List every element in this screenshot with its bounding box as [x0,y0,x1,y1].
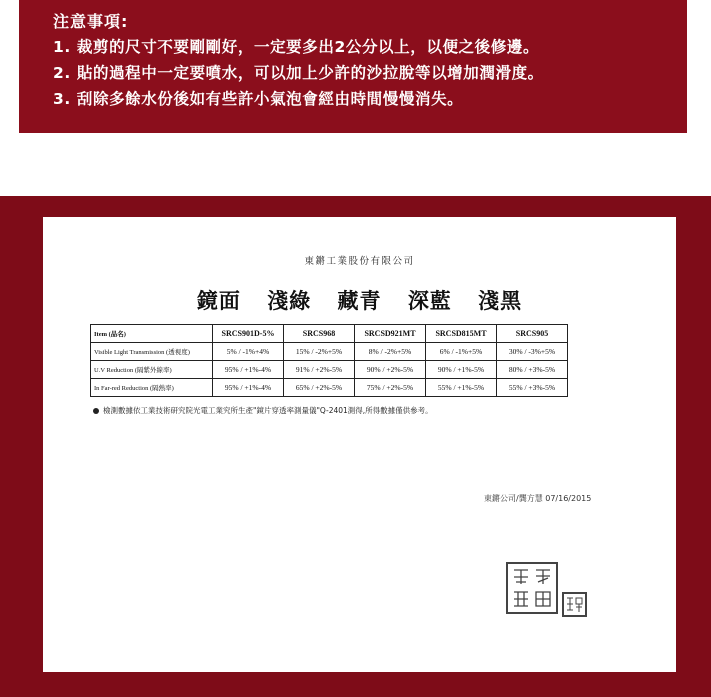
film-type: 深藍 [407,289,452,313]
table-cell: 90% / +1%-5% [426,361,497,379]
company-seal-icon [506,562,558,614]
table-cell: 30% / -3%+5% [497,343,568,361]
film-type: 淺綠 [267,289,312,313]
notice-item-1: 1. 裁剪的尺寸不要剛剛好，一定要多出2公分以上，以便之後修邊。 [53,38,540,56]
footnote [93,405,433,416]
film-type: 藏青 [337,289,382,313]
table-cell: 5% / -1%+4% [213,343,284,361]
film-types [43,285,676,315]
table-row [91,379,568,397]
table-cell: 8% / -2%+5% [355,343,426,361]
table-row [91,361,568,379]
row-label: In Far-red Reduction (隔熱率) [91,379,213,397]
footnote-text: 檢測數據依工業技術研究院光電工業究所生產"鏡片穿透率測量儀"Q-2401測得,所得數據僅供參考。 [103,406,433,415]
notice-item-2: 2. 貼的過程中一定要噴水，可以加上少許的沙拉脫等以增加潤滑度。 [53,64,544,82]
table-header-item: Item (品名) [91,325,213,343]
table-cell: 91% / +2%-5% [284,361,355,379]
table-header-row [91,325,568,343]
table-header-cell: SRCS968 [284,325,355,343]
table-header-cell: SRCS905 [497,325,568,343]
table-header-cell: SRCSD921MT [355,325,426,343]
table-cell: 95% / +1%-4% [213,379,284,397]
notice-banner [19,0,687,133]
bullet-icon [93,408,99,414]
spec-document [43,217,676,672]
table-cell: 6% / -1%+5% [426,343,497,361]
company-name: 東鏘工業股份有限公司 [304,256,415,267]
document-panel [0,196,711,697]
table-cell: 55% / +1%-5% [426,379,497,397]
row-label: Visible Light Transmission (透視度) [91,343,213,361]
table-cell: 55% / +3%-5% [497,379,568,397]
table-cell: 95% / +1%-4% [213,361,284,379]
personal-seal-icon [562,592,587,617]
table-row [91,343,568,361]
table-header-cell: SRCS901D-5% [213,325,284,343]
notice-item-3: 3. 刮除多餘水份後如有些許小氣泡會經由時間慢慢消失。 [53,90,464,108]
row-label: U.V Reduction (隔紫外線率) [91,361,213,379]
signature-line: 東鏘公司/龔方慧 07/16/2015 [484,494,592,503]
table-cell: 90% / +2%-5% [355,361,426,379]
film-type: 鏡面 [196,289,241,313]
film-type: 淺黑 [478,289,523,313]
table-header-cell: SRCSD815MT [426,325,497,343]
notice-title: 注意事項: [53,12,129,31]
spec-table [90,324,568,397]
table-cell: 15% / -2%+5% [284,343,355,361]
table-cell: 75% / +2%-5% [355,379,426,397]
table-cell: 65% / +2%-5% [284,379,355,397]
table-cell: 80% / +3%-5% [497,361,568,379]
